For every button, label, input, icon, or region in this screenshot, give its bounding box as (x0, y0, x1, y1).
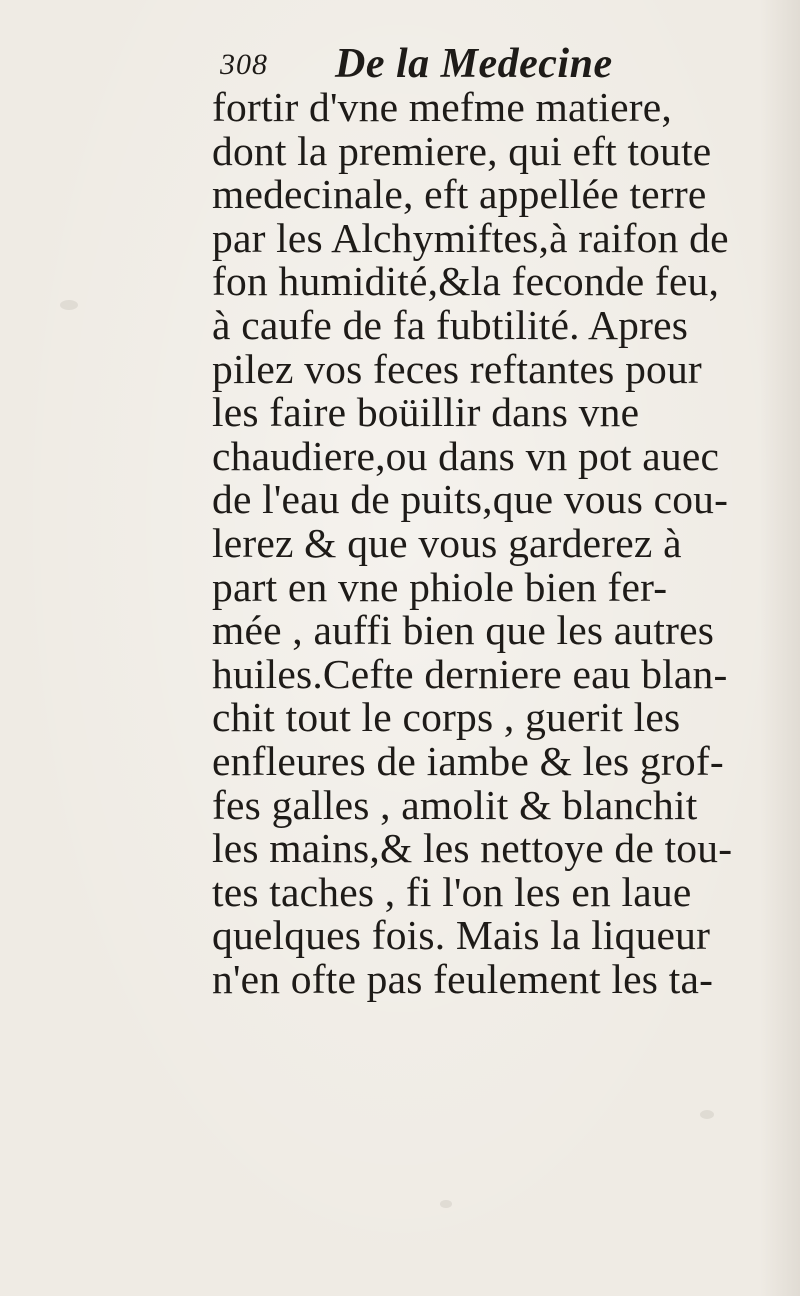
text-line: tes taches , fi l'on les en laue (212, 868, 692, 915)
text-line: fortir d'vne mefme matiere, (212, 84, 672, 130)
text-line: medecinale, eft appellée terre (212, 171, 707, 218)
page-number: 308 (220, 48, 268, 81)
paper-stain (700, 1110, 714, 1119)
running-title: De la Medecine (335, 41, 613, 87)
text-line: huiles.Cefte derniere eau blan- (212, 650, 728, 697)
text-line: fon humidité,&la feconde feu, (212, 258, 720, 305)
running-head (220, 40, 780, 90)
text-line: fes galles , amolit & blanchit (212, 781, 698, 828)
text-line: à caufe de fa fubtilité. Apres (212, 301, 689, 348)
text-line: dont la premiere, qui eft toute (212, 127, 712, 174)
text-line: de l'eau de puits,que vous cou- (212, 476, 729, 523)
text-line: les faire boüillir dans vne (212, 389, 640, 436)
body-text (212, 86, 792, 1001)
text-line: part en vne phiole bien fer- (212, 563, 668, 610)
text-line: mée , auffi bien que les autres (212, 607, 715, 654)
text-line: lerez & que vous garderez à (212, 519, 682, 566)
paper-stain (60, 300, 78, 310)
text-line: les mains,& les nettoye de tou- (212, 825, 733, 872)
text-line: chit tout le corps , guerit les (212, 694, 681, 741)
text-line: pilez vos feces reftantes pour (212, 345, 702, 392)
text-line: quelques fois. Mais la liqueur (212, 912, 711, 959)
paper-stain (440, 1200, 452, 1208)
text-line: par les Alchymiftes,à raifon de (212, 214, 729, 261)
text-line: chaudiere,ou dans vn pot auec (212, 432, 720, 479)
text-line: enfleures de iambe & les grof- (212, 737, 724, 784)
text-line: n'en ofte pas feulement les ta- (212, 955, 714, 1002)
